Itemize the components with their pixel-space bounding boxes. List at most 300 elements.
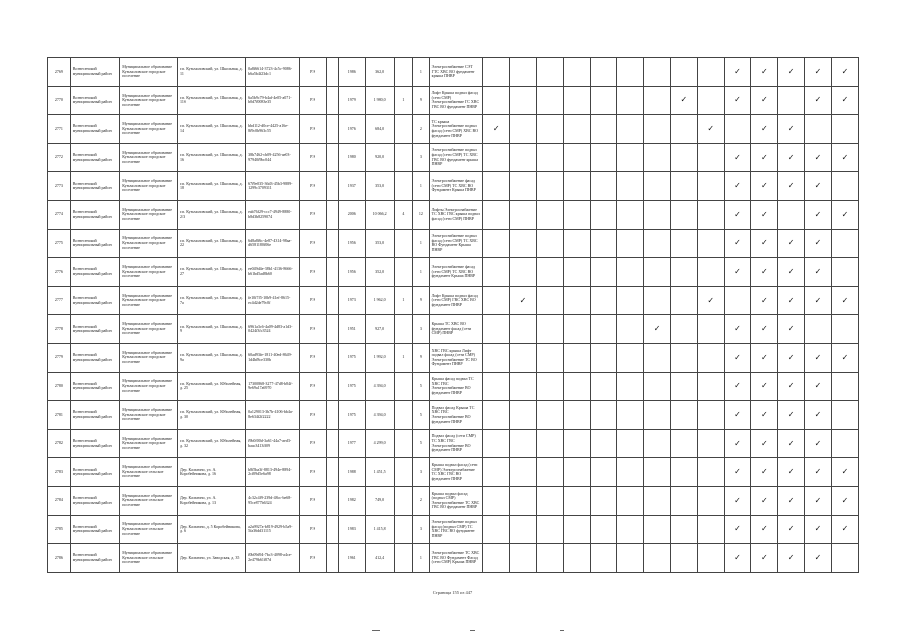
work-type-cell xyxy=(590,343,617,372)
municipality-cell: Муниципальное образование Кузьмоловское сельское поселение xyxy=(120,515,178,544)
elevators-cell xyxy=(394,258,413,287)
work-type-cell xyxy=(670,172,697,201)
checkmark-icon: ✓ xyxy=(814,524,822,534)
work-type-cell xyxy=(590,115,617,144)
work-type-cell xyxy=(697,58,724,87)
mgmt-type-cell: РЭ xyxy=(299,544,326,573)
work-type-cell xyxy=(751,401,778,430)
table-row xyxy=(48,172,859,201)
checkmark-icon: ✓ xyxy=(787,324,795,334)
year-built-cell: 1986 xyxy=(338,58,365,87)
work-type-cell xyxy=(751,429,778,458)
address-cell: г.п. Кузьмоловский, ул. Школьная, д. 11 xyxy=(177,58,245,87)
work-type-cell xyxy=(778,401,805,430)
work-type-cell xyxy=(563,258,590,287)
work-type-cell xyxy=(778,544,805,573)
work-type-cell xyxy=(697,229,724,258)
checkmark-icon: ✓ xyxy=(814,181,822,191)
checkmark-icon: ✓ xyxy=(787,352,795,362)
row-number-cell: 2773 xyxy=(48,172,71,201)
scan-mark xyxy=(560,630,564,631)
elevators-cell xyxy=(394,143,413,172)
district-cell: Вознесенский муниципальный район xyxy=(70,544,120,573)
work-type-cell xyxy=(590,315,617,344)
row-number-cell: 2784 xyxy=(48,486,71,515)
work-type-cell xyxy=(724,115,751,144)
work-type-cell xyxy=(697,372,724,401)
work-type-cell xyxy=(510,286,537,315)
checkmark-icon: ✓ xyxy=(814,552,822,562)
work-type-cell xyxy=(536,172,563,201)
work-type-cell xyxy=(590,86,617,115)
checkmark-icon: ✓ xyxy=(760,324,768,334)
work-type-cell xyxy=(617,458,644,487)
work-type-cell xyxy=(670,401,697,430)
work-type-cell xyxy=(751,143,778,172)
work-type-cell xyxy=(563,172,590,201)
work-type-cell xyxy=(590,486,617,515)
work-type-cell xyxy=(831,86,858,115)
year-built-cell: 1988 xyxy=(338,458,365,487)
table-row xyxy=(48,286,859,315)
works-list-cell: Крыша подвал фасад (подвал СМР) Электроснабжение ТС ХВС ГВС ВО фундамент ПНВР xyxy=(429,486,483,515)
district-cell: Вознесенский муниципальный район xyxy=(70,315,120,344)
district-cell: Вознесенский муниципальный район xyxy=(70,258,120,287)
scan-mark xyxy=(372,630,380,631)
row-number-cell: 2777 xyxy=(48,286,71,315)
work-type-cell xyxy=(805,86,832,115)
work-type-cell xyxy=(751,172,778,201)
work-type-cell xyxy=(831,258,858,287)
work-type-cell xyxy=(483,486,510,515)
work-type-cell xyxy=(670,115,697,144)
work-type-cell xyxy=(617,401,644,430)
work-type-cell xyxy=(751,544,778,573)
year-built-cell: 1937 xyxy=(338,172,365,201)
area-cell: 362,0 xyxy=(365,58,394,87)
blank-cell xyxy=(326,515,338,544)
year-built-cell: 1975 xyxy=(338,401,365,430)
work-type-cell xyxy=(563,143,590,172)
work-type-cell xyxy=(590,58,617,87)
row-number-cell: 2779 xyxy=(48,343,71,372)
table-row xyxy=(48,343,859,372)
work-type-cell xyxy=(670,372,697,401)
work-type-cell xyxy=(697,401,724,430)
works-list-cell: Лифт Крыша подвал фасад (сети СМР) Электроснабжение ГС ХВС ГВС ВО фундамент ПНВР xyxy=(429,86,483,115)
work-type-cell xyxy=(724,544,751,573)
area-cell: 920,0 xyxy=(365,143,394,172)
year-built-cell: 1979 xyxy=(338,86,365,115)
year-built-cell: 1983 xyxy=(338,515,365,544)
floors-cell: 3 xyxy=(413,315,430,344)
works-list-cell: Подвал фасад Крыша ТС ХВС ГВС Электроснабжение ВО фундамент ПНВР xyxy=(429,401,483,430)
mgmt-type-cell: РЭ xyxy=(299,172,326,201)
work-type-cell xyxy=(510,58,537,87)
work-type-cell xyxy=(483,515,510,544)
work-type-cell xyxy=(831,515,858,544)
page-number: Страница 155 из 447 xyxy=(432,590,473,595)
work-type-cell xyxy=(536,115,563,144)
work-type-cell xyxy=(590,258,617,287)
mgmt-type-cell: РЭ xyxy=(299,401,326,430)
year-built-cell: 1976 xyxy=(338,115,365,144)
address-cell: г.п. Кузьмоловский, ул. Юбилейная, д. 32 xyxy=(177,429,245,458)
work-type-cell xyxy=(563,200,590,229)
checkmark-icon: ✓ xyxy=(734,181,741,191)
area-cell: 1 962,0 xyxy=(365,286,394,315)
year-built-cell: 2006 xyxy=(338,200,365,229)
row-number-cell: 2782 xyxy=(48,429,71,458)
work-type-cell xyxy=(805,515,832,544)
row-number-cell: 2776 xyxy=(48,258,71,287)
work-type-cell xyxy=(751,115,778,144)
mgmt-type-cell: РЭ xyxy=(299,115,326,144)
area-cell: 353,0 xyxy=(365,229,394,258)
work-type-cell xyxy=(510,544,537,573)
row-number-cell: 2783 xyxy=(48,458,71,487)
work-type-cell xyxy=(670,458,697,487)
work-type-cell xyxy=(670,429,697,458)
scan-mark xyxy=(470,630,475,631)
area-cell: 1 992,0 xyxy=(365,343,394,372)
blank-cell xyxy=(326,429,338,458)
work-type-cell xyxy=(831,486,858,515)
work-type-cell xyxy=(670,486,697,515)
work-type-cell xyxy=(805,343,832,372)
work-type-cell xyxy=(510,515,537,544)
works-list-cell: Подвал фасад (сети СМР) ТС ХВС ГВС Электроснабжение ВО фундамент ПНВР xyxy=(429,429,483,458)
work-type-cell xyxy=(697,458,724,487)
blank-cell xyxy=(326,315,338,344)
blank-cell xyxy=(326,86,338,115)
work-type-cell xyxy=(510,200,537,229)
guid-cell: 0a129013-3b7b-4106-bb4a-8e634f2f2222 xyxy=(246,401,300,430)
table-row xyxy=(48,401,859,430)
work-type-cell xyxy=(644,86,671,115)
row-number-cell: 2778 xyxy=(48,315,71,344)
checkmark-icon: ✓ xyxy=(841,152,849,162)
work-type-cell xyxy=(805,200,832,229)
work-type-cell xyxy=(483,372,510,401)
floors-cell: 9 xyxy=(413,286,430,315)
work-type-cell xyxy=(483,401,510,430)
work-type-cell xyxy=(510,115,537,144)
blank-cell xyxy=(326,343,338,372)
guid-cell: 60ad93fe-1811-40ed-8649-1d4bf8ce330b xyxy=(246,343,300,372)
works-list-cell: Крыша ТС ХВС ВО фундамент фасад (сети СМР) ПНВР xyxy=(429,315,483,344)
blank-cell xyxy=(326,372,338,401)
elevators-cell xyxy=(394,544,413,573)
work-type-cell xyxy=(751,200,778,229)
mgmt-type-cell: РЭ xyxy=(299,86,326,115)
work-type-cell xyxy=(831,143,858,172)
work-type-cell xyxy=(590,172,617,201)
checkmark-icon: ✓ xyxy=(734,238,741,248)
work-type-cell xyxy=(644,115,671,144)
work-type-cell xyxy=(831,401,858,430)
year-built-cell: 1982 xyxy=(338,486,365,515)
work-type-cell xyxy=(590,401,617,430)
work-type-cell xyxy=(724,86,751,115)
work-type-cell xyxy=(670,58,697,87)
work-type-cell xyxy=(778,515,805,544)
work-type-cell xyxy=(778,286,805,315)
work-type-cell xyxy=(536,200,563,229)
work-type-cell xyxy=(831,115,858,144)
district-cell: Вознесенский муниципальный район xyxy=(70,200,120,229)
district-cell: Вознесенский муниципальный район xyxy=(70,401,120,430)
work-type-cell xyxy=(697,429,724,458)
work-type-cell xyxy=(563,343,590,372)
checkmark-icon: ✓ xyxy=(760,66,768,76)
district-cell: Вознесенский муниципальный район xyxy=(70,143,120,172)
table-row xyxy=(48,458,859,487)
table-row xyxy=(48,372,859,401)
work-type-cell xyxy=(724,315,751,344)
work-type-cell xyxy=(536,258,563,287)
work-type-cell xyxy=(563,429,590,458)
work-type-cell xyxy=(563,515,590,544)
checkmark-icon: ✓ xyxy=(787,123,795,133)
work-type-cell xyxy=(483,172,510,201)
checkmark-icon: ✓ xyxy=(787,495,795,505)
work-type-cell xyxy=(724,372,751,401)
row-number-cell: 2774 xyxy=(48,200,71,229)
area-cell: 749,0 xyxy=(365,486,394,515)
blank-cell xyxy=(326,401,338,430)
table-row xyxy=(48,544,859,573)
table-row xyxy=(48,58,859,87)
elevators-cell xyxy=(394,115,413,144)
municipality-cell: Муниципальное образование Кузьмоловское сельское поселение xyxy=(120,486,178,515)
work-type-cell xyxy=(617,515,644,544)
guid-cell: 0a8f6614-3723-4c5c-9086-b6a5b4f23dc1 xyxy=(246,58,300,87)
work-type-cell xyxy=(483,229,510,258)
elevators-cell: 1 xyxy=(394,286,413,315)
checkmark-icon: ✓ xyxy=(814,66,822,76)
floors-cell: 2 xyxy=(413,115,430,144)
checkmark-icon: ✓ xyxy=(734,495,741,505)
work-type-cell xyxy=(670,258,697,287)
guid-cell: b8f5ba3f-8813-494e-8894-2cf09d5e6a98 xyxy=(246,458,300,487)
work-type-cell xyxy=(697,172,724,201)
work-type-cell xyxy=(644,172,671,201)
work-type-cell xyxy=(831,343,858,372)
work-type-cell xyxy=(563,544,590,573)
year-built-cell: 1975 xyxy=(338,372,365,401)
year-built-cell: 1961 xyxy=(338,544,365,573)
district-cell: Вознесенский муниципальный район xyxy=(70,58,120,87)
checkmark-icon: ✓ xyxy=(787,266,795,276)
elevators-cell xyxy=(394,401,413,430)
blank-cell xyxy=(326,258,338,287)
mgmt-type-cell: РЭ xyxy=(299,315,326,344)
address-cell: г.п. Кузьмоловский, ул. Школьная, д. 16 xyxy=(177,143,245,172)
checkmark-icon: ✓ xyxy=(760,238,768,248)
address-cell: г.п. Кузьмоловский, ул. Школьная, д. 7а xyxy=(177,286,245,315)
work-type-cell xyxy=(778,143,805,172)
table-row xyxy=(48,143,859,172)
work-type-cell xyxy=(778,315,805,344)
work-type-cell xyxy=(563,286,590,315)
work-type-cell xyxy=(831,429,858,458)
work-type-cell xyxy=(644,372,671,401)
work-type-cell xyxy=(805,486,832,515)
work-type-cell xyxy=(724,200,751,229)
checkmark-icon: ✓ xyxy=(707,295,715,305)
floors-cell: 1 xyxy=(413,544,430,573)
work-type-cell xyxy=(590,229,617,258)
work-type-cell xyxy=(751,343,778,372)
work-type-cell xyxy=(697,200,724,229)
municipality-cell: Муниципальное образование Кузьмоловское городское поселение xyxy=(120,143,178,172)
work-type-cell xyxy=(510,172,537,201)
area-cell: 1 415,8 xyxy=(365,515,394,544)
checkmark-icon: ✓ xyxy=(519,295,527,305)
blank-cell xyxy=(326,200,338,229)
guid-cell: 6a5b9c79-b4af-4e05-a071-b0d7f0083e35 xyxy=(246,86,300,115)
guid-cell: ee049d4e-38b1-4136-8666-b61bd5ad8b60 xyxy=(246,258,300,287)
work-type-cell xyxy=(536,315,563,344)
row-number-cell: 2780 xyxy=(48,372,71,401)
checkmark-icon: ✓ xyxy=(814,295,822,305)
checkmark-icon: ✓ xyxy=(814,352,822,362)
guid-cell: eab76f29-ccc7-4949-8880-b8d3b8259074 xyxy=(246,200,300,229)
work-type-cell xyxy=(644,143,671,172)
area-cell: 4 394,0 xyxy=(365,372,394,401)
checkmark-icon: ✓ xyxy=(760,524,768,534)
checkmark-icon: ✓ xyxy=(734,381,741,391)
mgmt-type-cell: РЭ xyxy=(299,143,326,172)
work-type-cell xyxy=(751,315,778,344)
checkmark-icon: ✓ xyxy=(760,467,768,477)
work-type-cell xyxy=(697,286,724,315)
work-type-cell xyxy=(805,258,832,287)
checkmark-icon: ✓ xyxy=(787,467,795,477)
work-type-cell xyxy=(670,515,697,544)
checkmark-icon: ✓ xyxy=(653,324,661,334)
elevators-cell: 4 xyxy=(394,200,413,229)
work-type-cell xyxy=(831,172,858,201)
row-number-cell: 2769 xyxy=(48,58,71,87)
table-row xyxy=(48,515,859,544)
work-type-cell xyxy=(644,544,671,573)
work-type-cell xyxy=(697,115,724,144)
elevators-cell xyxy=(394,229,413,258)
mgmt-type-cell: РЭ xyxy=(299,286,326,315)
works-list-cell: Электроснабжение фасад (сети СМР) ТС ХВС ВО Фундамент Крыша ПНВР xyxy=(429,172,483,201)
work-type-cell xyxy=(483,458,510,487)
address-cell: Дер. Кальтино, ул. А. Коробейникова, д. 13 xyxy=(177,486,245,515)
work-type-cell xyxy=(510,486,537,515)
municipality-cell: Муниципальное образование Кузьмоловское сельское поселение xyxy=(120,544,178,573)
work-type-cell xyxy=(805,143,832,172)
work-type-cell xyxy=(805,58,832,87)
work-type-cell xyxy=(778,58,805,87)
district-cell: Вознесенский муниципальный район xyxy=(70,486,120,515)
floors-cell: 12 xyxy=(413,200,430,229)
works-list-cell: Электроснабжение подвал фасад (сети СМР) ТС ХВС ГВС ВО фундамент крыша ПНВР xyxy=(429,143,483,172)
district-cell: Вознесенский муниципальный район xyxy=(70,172,120,201)
register-table xyxy=(47,57,859,573)
work-type-cell xyxy=(805,172,832,201)
work-type-cell xyxy=(644,429,671,458)
work-type-cell xyxy=(805,229,832,258)
area-cell: 684,0 xyxy=(365,115,394,144)
work-type-cell xyxy=(510,258,537,287)
works-list-cell: Электроснабжение подвал фасад (сети СМР) ТС ХВС ВО Фундамент Крыша ПНВР xyxy=(429,229,483,258)
work-type-cell xyxy=(590,458,617,487)
district-cell: Вознесенский муниципальный район xyxy=(70,343,120,372)
work-type-cell xyxy=(670,315,697,344)
year-built-cell: 1980 xyxy=(338,143,365,172)
work-type-cell xyxy=(670,86,697,115)
work-type-cell xyxy=(805,115,832,144)
municipality-cell: Муниципальное образование Кузьмоловское городское поселение xyxy=(120,258,178,287)
checkmark-icon: ✓ xyxy=(787,524,795,534)
checkmark-icon: ✓ xyxy=(760,409,768,419)
district-cell: Вознесенский муниципальный район xyxy=(70,372,120,401)
municipality-cell: Муниципальное образование Кузьмоловское сельское поселение xyxy=(120,458,178,487)
works-list-cell: Электроснабжение подвал фасад (подвал СМР) ТС ХВС ГВС ВО фундамент ПНВР xyxy=(429,515,483,544)
checkmark-icon: ✓ xyxy=(760,95,768,105)
work-type-cell xyxy=(510,343,537,372)
checkmark-icon: ✓ xyxy=(760,495,768,505)
work-type-cell xyxy=(670,229,697,258)
work-type-cell xyxy=(670,143,697,172)
work-type-cell xyxy=(644,343,671,372)
work-type-cell xyxy=(617,172,644,201)
checkmark-icon: ✓ xyxy=(814,438,822,448)
work-type-cell xyxy=(831,315,858,344)
row-number-cell: 2781 xyxy=(48,401,71,430)
elevators-cell xyxy=(394,515,413,544)
work-type-cell xyxy=(778,86,805,115)
work-type-cell xyxy=(778,115,805,144)
blank-cell xyxy=(326,143,338,172)
mgmt-type-cell: РЭ xyxy=(299,200,326,229)
work-type-cell xyxy=(697,515,724,544)
district-cell: Вознесенский муниципальный район xyxy=(70,229,120,258)
work-type-cell xyxy=(778,258,805,287)
elevators-cell: 1 xyxy=(394,86,413,115)
floors-cell: 3 xyxy=(413,458,430,487)
guid-cell: f0b09d94-7bc3-4098-a4ce-2e479b61f07d xyxy=(246,544,300,573)
district-cell: Вознесенский муниципальный район xyxy=(70,115,120,144)
area-cell: 1 451,5 xyxy=(365,458,394,487)
address-cell: г.п. Кузьмоловский, ул. Школьная, д. 27 xyxy=(177,258,245,287)
checkmark-icon: ✓ xyxy=(787,295,795,305)
work-type-cell xyxy=(644,458,671,487)
work-type-cell xyxy=(536,86,563,115)
checkmark-icon: ✓ xyxy=(841,467,849,477)
work-type-cell xyxy=(805,372,832,401)
municipality-cell: Муниципальное образование Кузьмоловское городское поселение xyxy=(120,115,178,144)
address-cell: Дер. Кальтино, ул. А. Коробейникова, д. 16 xyxy=(177,458,245,487)
checkmark-icon: ✓ xyxy=(734,66,741,76)
elevators-cell: 1 xyxy=(394,343,413,372)
works-list-cell: Электроснабжение СЭТ ГТС ХВС ВО фундамент крыша ПНВР xyxy=(429,58,483,87)
municipality-cell: Муниципальное образование Кузьмоловское городское поселение xyxy=(120,372,178,401)
checkmark-icon: ✓ xyxy=(841,95,849,105)
guid-cell: 38b7462-cb09-4256-ae03-97940f9bc044 xyxy=(246,143,300,172)
guid-cell: 4c32c4f9-239d-48cc-be68-95ce877b6324 xyxy=(246,486,300,515)
mgmt-type-cell: РЭ xyxy=(299,515,326,544)
municipality-cell: Муниципальное образование Кузьмоловское городское поселение xyxy=(120,315,178,344)
municipality-cell: Муниципальное образование Кузьмоловское городское поселение xyxy=(120,172,178,201)
work-type-cell xyxy=(483,258,510,287)
